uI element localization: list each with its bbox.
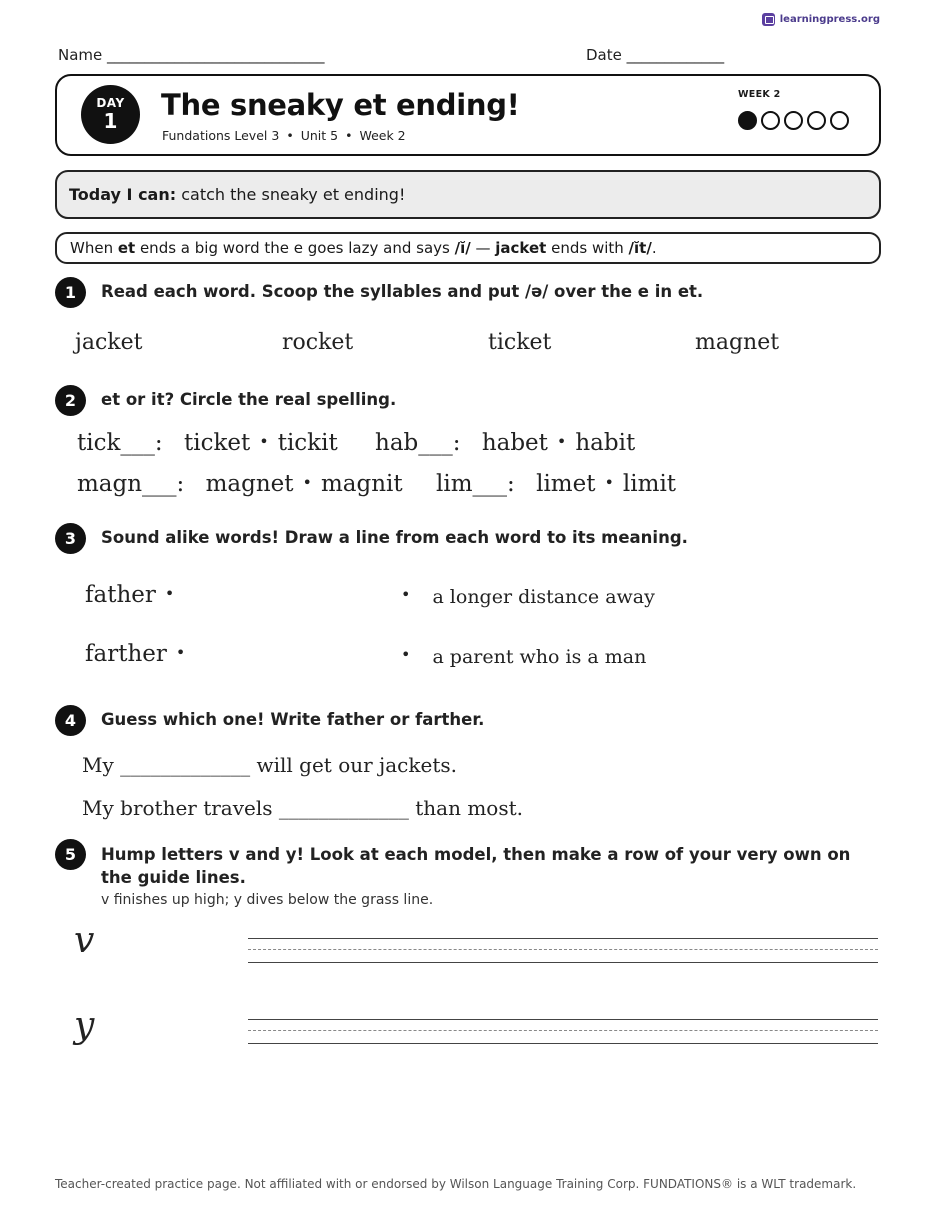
spelling-prompt: tick___: — [77, 430, 163, 456]
letter-model: y — [74, 1005, 95, 1046]
section-number: 4 — [55, 705, 86, 736]
match-meaning — [401, 646, 646, 668]
spelling-item — [77, 471, 403, 497]
course-info — [162, 128, 406, 143]
brand-text: learningpress.org — [779, 14, 880, 25]
letter-model: v — [74, 920, 95, 961]
word-item: magnet — [695, 330, 780, 355]
progress-dot-empty — [830, 111, 849, 130]
week-text: Week 2 — [359, 128, 406, 143]
section-number: 2 — [55, 385, 86, 416]
day-number: 1 — [103, 109, 118, 133]
day-badge — [81, 85, 140, 144]
rule-text: — — [470, 239, 496, 257]
match-dot[interactable]: • — [164, 584, 175, 603]
spelling-item — [77, 430, 338, 456]
week-progress — [738, 111, 849, 130]
fill-in-sentence[interactable]: My brother travels _____________ than most. — [82, 796, 523, 820]
page-title: The sneaky et ending! — [161, 88, 520, 122]
rule-sound: /ĭt/ — [628, 239, 652, 257]
name-field: Name _____________________________ — [58, 46, 325, 64]
learningpress-logo-icon — [762, 13, 775, 26]
day-label: DAY — [96, 96, 125, 110]
match-dot[interactable]: • — [175, 643, 186, 662]
handwriting-guide-lines[interactable] — [248, 938, 878, 964]
separator: • — [345, 128, 353, 143]
spelling-prompt: hab___: — [375, 430, 461, 456]
goal-text: catch the sneaky et ending! — [181, 185, 406, 204]
spelling-choice[interactable]: limit — [622, 471, 677, 497]
match-meaning-text: a longer distance away — [432, 586, 655, 608]
guide-base-line — [248, 962, 878, 963]
rule-text: . — [651, 239, 657, 257]
spelling-choice[interactable]: habit — [575, 430, 636, 456]
guide-top-line — [248, 938, 878, 939]
goal-label: Today I can: — [69, 185, 177, 204]
spelling-prompt: magn___: — [77, 471, 185, 497]
match-word-text: father — [85, 582, 156, 608]
unit-text: Unit 5 — [300, 128, 339, 143]
guide-top-line — [248, 1019, 878, 1020]
footer-disclaimer: Teacher-created practice page. Not affiliated with or endorsed by Wilson Language Training Corp. FUNDATIONS® is a WLT trademark. — [55, 1177, 857, 1191]
word-item: rocket — [282, 330, 354, 355]
rule-sound: /ĭ/ — [454, 239, 471, 257]
level-text: Fundations Level 3 — [162, 128, 280, 143]
header-card — [55, 74, 881, 156]
match-dot[interactable]: • — [401, 645, 411, 664]
handwriting-guide-lines[interactable] — [248, 1019, 878, 1045]
section-number: 5 — [55, 839, 86, 870]
bullet: • — [302, 473, 312, 492]
spelling-choice[interactable]: ticket — [183, 430, 251, 456]
match-word-text: farther — [85, 641, 167, 667]
word-item: jacket — [75, 330, 143, 355]
rule-box — [55, 232, 881, 264]
section-instruction: Read each word. Scoop the syllables and put /ə/ over the e in et. — [101, 282, 704, 301]
rule-text: ends a big word the e goes lazy and says — [135, 239, 455, 257]
progress-dot-filled — [738, 111, 757, 130]
separator: • — [286, 128, 294, 143]
rule-bold: et — [117, 239, 136, 257]
progress-dot-empty — [761, 111, 780, 130]
match-dot[interactable]: • — [401, 585, 411, 604]
spelling-choice[interactable]: magnit — [320, 471, 403, 497]
date-field: Date _____________ — [586, 46, 725, 64]
spelling-item — [375, 430, 635, 456]
spelling-prompt: lim___: — [436, 471, 515, 497]
rule-text: ends with — [546, 239, 629, 257]
section-number: 3 — [55, 523, 86, 554]
spelling-choice[interactable]: magnet — [205, 471, 294, 497]
spelling-choice[interactable]: habet — [481, 430, 548, 456]
bullet: • — [556, 432, 567, 451]
week-label: WEEK 2 — [738, 89, 781, 100]
guide-base-line — [248, 1043, 878, 1044]
brand-link[interactable] — [762, 13, 880, 26]
match-word — [85, 641, 194, 667]
rule-text: When — [70, 239, 118, 257]
guide-mid-line — [248, 949, 878, 950]
match-meaning-text: a parent who is a man — [432, 646, 647, 668]
spelling-choice[interactable]: limet — [536, 471, 596, 497]
section-number: 1 — [55, 277, 86, 308]
spelling-item — [436, 471, 676, 497]
match-meaning — [401, 586, 655, 608]
section-sub-instruction: v finishes up high; y dives below the grass line. — [101, 892, 434, 908]
bullet: • — [259, 432, 269, 451]
word-item: ticket — [488, 330, 552, 355]
spelling-choice[interactable]: tickit — [277, 430, 338, 456]
goal-box — [55, 170, 881, 219]
section-instruction: Sound alike words! Draw a line from each word to its meaning. — [101, 528, 688, 547]
fill-in-sentence[interactable]: My _____________ will get our jackets. — [82, 753, 457, 777]
rule-bold: jacket — [495, 239, 547, 257]
section-instruction: et or it? Circle the real spelling. — [101, 390, 397, 409]
bullet: • — [604, 473, 614, 492]
match-word — [85, 582, 183, 608]
progress-dot-empty — [784, 111, 803, 130]
section-instruction: Hump letters v and y! Look at each model, then make a row of your very own on the guide lines. — [101, 845, 851, 887]
progress-dot-empty — [807, 111, 826, 130]
section-instruction: Guess which one! Write father or farther. — [101, 710, 485, 729]
guide-mid-line — [248, 1030, 878, 1031]
